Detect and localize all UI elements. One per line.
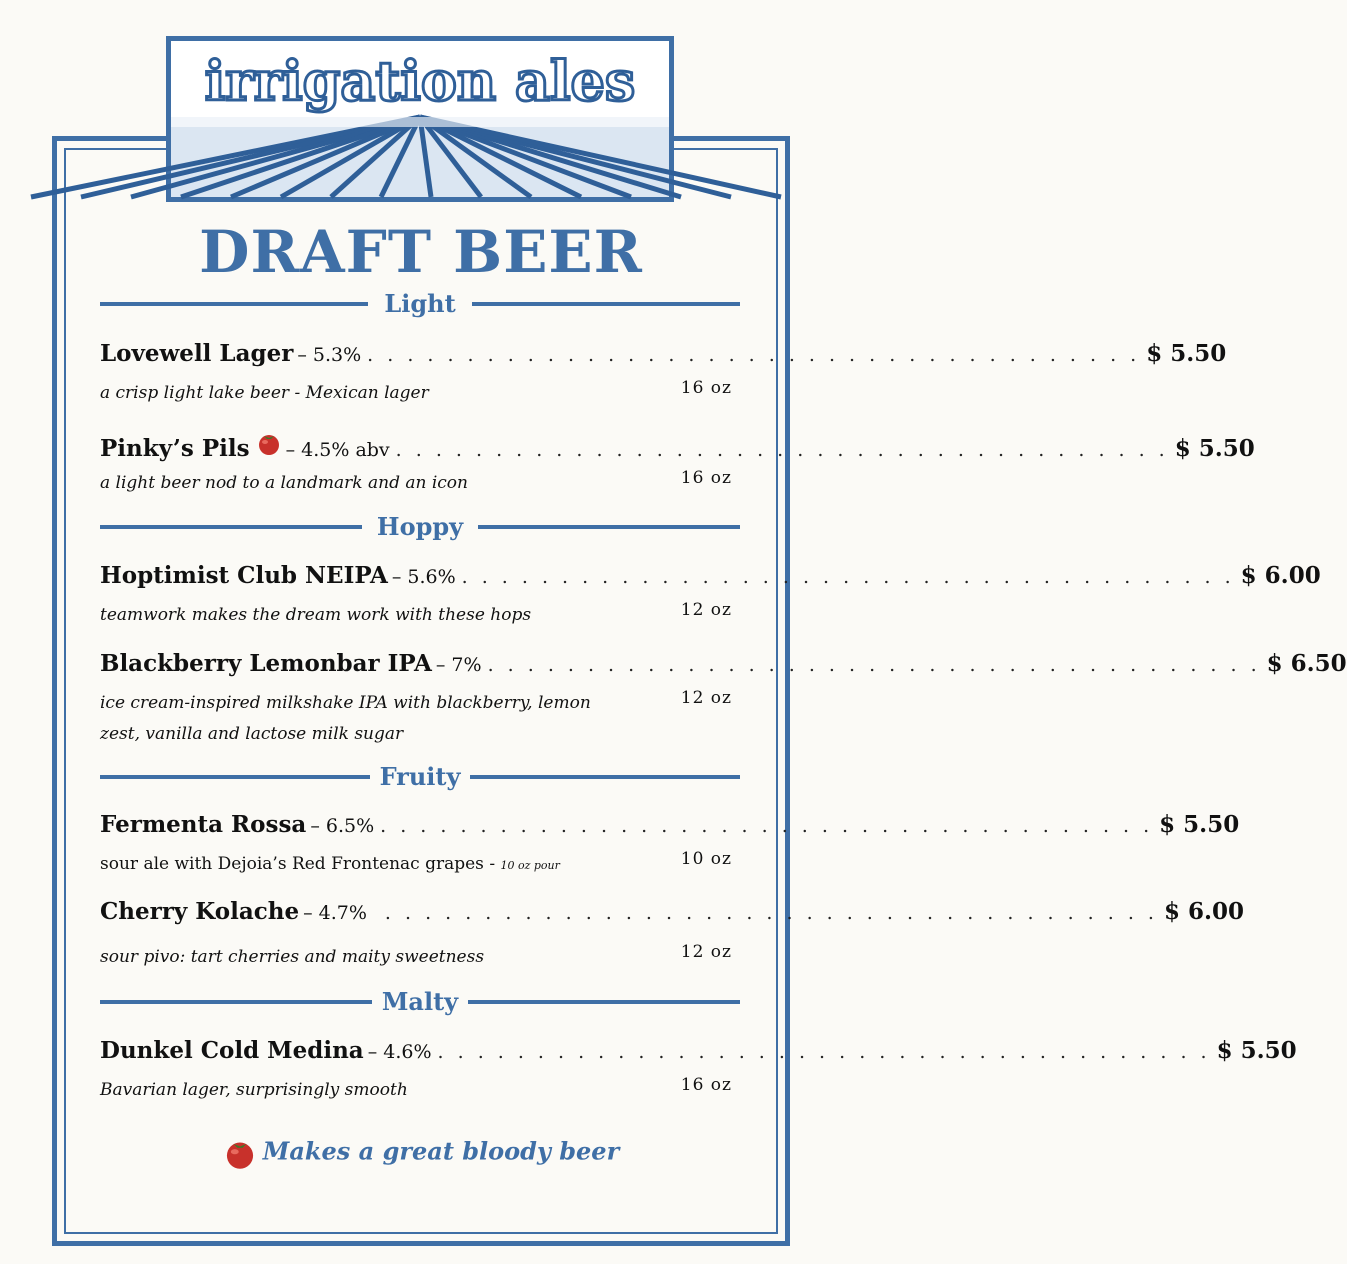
- leader-dots: . . . . . . . . . . . . . . . . . . . . . . . . . . . . . . . . . . . . . . .: [367, 344, 1141, 366]
- item-size: 12 oz: [680, 600, 732, 620]
- footer-note: [0, 1136, 842, 1170]
- item-description: [100, 849, 640, 881]
- leader-dots: . . . . . . . . . . . . . . . . . . . . . . . . . . . . . . . . . . . . . . .: [437, 1041, 1211, 1063]
- brand-logo: [166, 36, 674, 202]
- section-title-light: Light: [384, 289, 456, 318]
- item-description: sour pivo: tart cherries and maity sweetness: [100, 947, 485, 967]
- item-abv: – 5.6%: [391, 566, 456, 588]
- leader-dots: . . . . . . . . . . . . . . . . . . . . . . . . . . . . . . . . . . . . . . .: [380, 815, 1154, 837]
- section-title-hoppy: Hoppy: [376, 512, 464, 541]
- menu-item-hoptimist-club-neipa: [100, 562, 1321, 631]
- item-name: Lovewell Lager: [100, 340, 294, 367]
- item-name: Fermenta Rossa: [100, 811, 307, 838]
- section-divider-hoppy: [100, 512, 740, 542]
- menu-item-fermenta-rossa: [100, 811, 1240, 881]
- item-name: Pinky’s Pils: [100, 435, 250, 462]
- menu-heading: DRAFT BEER: [199, 218, 643, 286]
- section-divider-malty: [100, 987, 740, 1017]
- item-abv: – 4.7%: [303, 902, 367, 924]
- section-title-malty: Malty: [381, 987, 459, 1016]
- brand-name: irrigation ales: [204, 49, 636, 113]
- section-title-fruity: Fruity: [379, 762, 461, 791]
- menu-item-blackberry-lemonbar-ipa: [100, 650, 1347, 750]
- tomato-icon: [223, 1136, 257, 1170]
- section-divider-fruity: [100, 762, 740, 792]
- item-price: $ 6.50: [1266, 650, 1347, 677]
- footer-text: Makes a great bloody beer: [262, 1136, 620, 1166]
- item-description: Bavarian lager, surprisingly smooth: [100, 1080, 408, 1100]
- item-size: 12 oz: [680, 942, 732, 962]
- item-price: $ 5.50: [1216, 1037, 1297, 1064]
- item-description: a light beer nod to a landmark and an icon: [100, 473, 468, 493]
- item-size: 16 oz: [680, 1075, 732, 1095]
- menu-item-cherry-kolache: [100, 898, 1244, 973]
- leader-dots: . . . . . . . . . . . . . . . . . . . . . . . . . . . . . . . . . . . . . . .: [487, 654, 1261, 676]
- item-size: 16 oz: [680, 468, 732, 488]
- item-abv: – 5.3%: [297, 344, 362, 366]
- item-size: 12 oz: [680, 688, 732, 708]
- item-size: 16 oz: [680, 378, 732, 398]
- item-price: $ 6.00: [1240, 562, 1321, 589]
- item-abv: – 4.5% abv: [285, 439, 390, 461]
- item-name: Cherry Kolache: [100, 898, 300, 925]
- menu-item-pinkys-pils: [100, 430, 1255, 499]
- item-name: Blackberry Lemonbar IPA: [100, 650, 432, 677]
- item-description: a crisp light lake beer - Mexican lager: [100, 383, 429, 403]
- leader-dots: . . . . . . . . . . . . . . . . . . . . . . . . . . . . . . . . . . . . . . .: [384, 902, 1158, 924]
- section-divider-light: [100, 289, 740, 319]
- item-name: Hoptimist Club NEIPA: [100, 562, 388, 589]
- pour-note: 10 oz pour: [500, 859, 560, 872]
- item-description: ice cream-inspired milkshake IPA with blackberry, lemon zest, vanilla and lactose milk sugar: [100, 693, 591, 744]
- item-price: $ 5.50: [1174, 435, 1255, 462]
- item-price: $ 5.50: [1159, 811, 1240, 838]
- item-size: 10 oz: [680, 849, 732, 869]
- menu-item-dunkel-cold-medina: [100, 1037, 1297, 1106]
- item-description: teamwork makes the dream work with these hops: [100, 605, 532, 625]
- tomato-icon: [256, 430, 282, 456]
- leader-dots: . . . . . . . . . . . . . . . . . . . . . . . . . . . . . . . . . . . . . . .: [461, 566, 1235, 588]
- item-description-text: sour ale with Dejoia’s Red Frontenac grapes -: [100, 854, 496, 874]
- item-price: $ 5.50: [1146, 340, 1227, 367]
- item-abv: – 7%: [435, 654, 482, 676]
- item-name: Dunkel Cold Medina: [100, 1037, 364, 1064]
- item-price: $ 6.00: [1163, 898, 1244, 925]
- menu-item-lovewell-lager: [100, 340, 1227, 409]
- leader-dots: . . . . . . . . . . . . . . . . . . . . . . . . . . . . . . . . . . . . . . .: [395, 439, 1169, 461]
- field-rows-illustration: [171, 117, 669, 197]
- item-abv: – 6.5%: [310, 815, 375, 837]
- item-abv: – 4.6%: [367, 1041, 432, 1063]
